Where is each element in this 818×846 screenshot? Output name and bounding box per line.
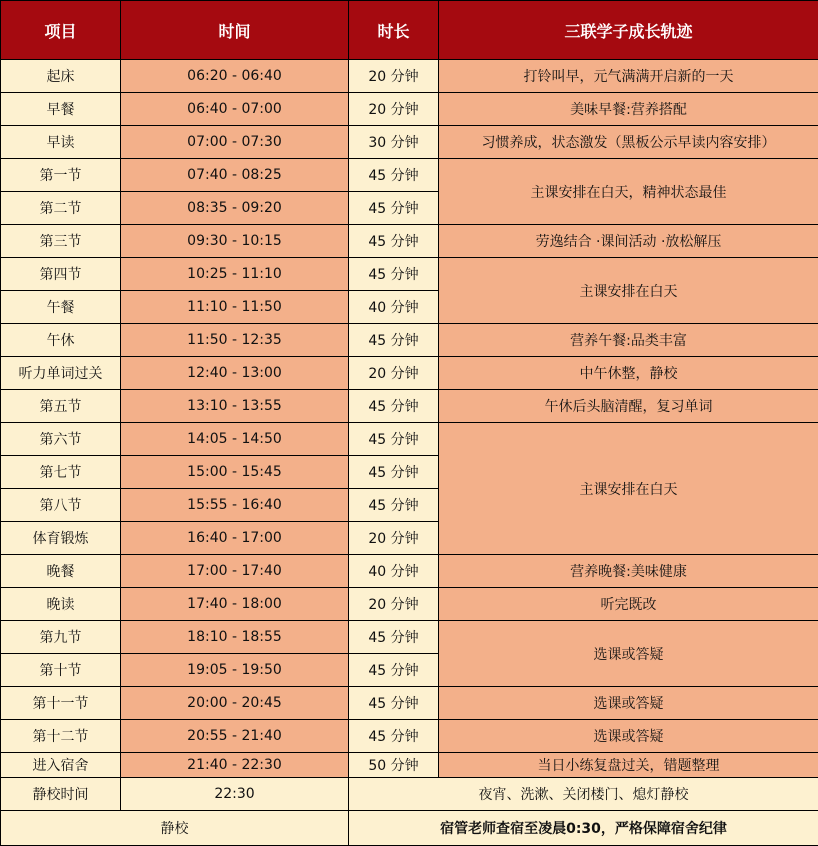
time-cell: 07:00 - 07:30 [121,126,349,159]
description-cell: 主课安排在白天 [439,423,818,555]
footer-row [1,811,818,846]
time-cell: 15:00 - 15:45 [121,456,349,489]
item-cell: 第六节 [1,423,121,456]
description-cell: 营养晚餐:美味健康 [439,555,818,588]
duration-cell: 40 分钟 [349,291,439,324]
duration-cell: 45 分钟 [349,324,439,357]
item-cell: 第九节 [1,621,121,654]
description-cell: 主课安排在白天，精神状态最佳 [439,159,818,225]
description-cell: 当日小练复盘过关，错题整理 [439,753,818,778]
time-cell: 10:25 - 11:10 [121,258,349,291]
duration-cell: 20 分钟 [349,93,439,126]
item-cell: 第四节 [1,258,121,291]
table-row [1,390,818,423]
table-row [1,720,818,753]
table-row [1,60,818,93]
item-cell: 晚餐 [1,555,121,588]
item-cell: 第八节 [1,489,121,522]
time-cell: 14:05 - 14:50 [121,423,349,456]
duration-cell: 20 分钟 [349,588,439,621]
description-cell: 美味早餐:营养搭配 [439,93,818,126]
item-cell: 午休 [1,324,121,357]
table-row [1,93,818,126]
item-cell: 第十二节 [1,720,121,753]
item-cell: 第十节 [1,654,121,687]
time-cell: 21:40 - 22:30 [121,753,349,778]
duration-cell: 45 分钟 [349,654,439,687]
description-cell: 中午休整，静校 [439,357,818,390]
item-cell: 听力单词过关 [1,357,121,390]
duration-cell: 45 分钟 [349,390,439,423]
duration-cell: 20 分钟 [349,522,439,555]
header-description: 三联学子成长轨迹 [439,1,818,60]
duration-cell: 45 分钟 [349,621,439,654]
description-cell: 听完既改 [439,588,818,621]
header-item: 项目 [1,1,121,60]
time-cell: 06:20 - 06:40 [121,60,349,93]
table-row [1,621,818,654]
table-row [1,753,818,778]
item-cell: 第五节 [1,390,121,423]
duration-cell: 45 分钟 [349,192,439,225]
description-cell: 主课安排在白天 [439,258,818,324]
item-cell: 早餐 [1,93,121,126]
header-duration: 时长 [349,1,439,60]
duration-cell: 45 分钟 [349,258,439,291]
duration-cell: 30 分钟 [349,126,439,159]
time-cell: 11:50 - 12:35 [121,324,349,357]
item-cell: 第一节 [1,159,121,192]
item-cell: 静校时间 [1,778,121,811]
duration-cell: 20 分钟 [349,60,439,93]
table-row [1,225,818,258]
time-cell: 13:10 - 13:55 [121,390,349,423]
footer-left-cell: 静校 [1,811,349,846]
time-cell: 06:40 - 07:00 [121,93,349,126]
time-cell: 19:05 - 19:50 [121,654,349,687]
item-cell: 晚读 [1,588,121,621]
table-row [1,687,818,720]
item-cell: 午餐 [1,291,121,324]
description-cell: 选课或答疑 [439,621,818,687]
description-cell: 选课或答疑 [439,720,818,753]
duration-cell: 40 分钟 [349,555,439,588]
description-cell: 选课或答疑 [439,687,818,720]
duration-cell: 45 分钟 [349,159,439,192]
table-row [1,258,818,291]
table-row [1,588,818,621]
description-cell: 劳逸结合 ·课间活动 ·放松解压 [439,225,818,258]
time-cell: 15:55 - 16:40 [121,489,349,522]
table-row [1,555,818,588]
item-cell: 进入宿舍 [1,753,121,778]
duration-cell: 45 分钟 [349,489,439,522]
description-cell: 夜宵、洗漱、关闭楼门、熄灯静校 [349,778,818,811]
table-row [1,778,818,811]
time-cell: 20:55 - 21:40 [121,720,349,753]
duration-cell: 45 分钟 [349,687,439,720]
table-row [1,126,818,159]
item-cell: 第二节 [1,192,121,225]
time-cell: 12:40 - 13:00 [121,357,349,390]
footer-right-cell: 宿管老师查宿至凌晨0:30，严格保障宿舍纪律 [349,811,818,846]
item-cell: 起床 [1,60,121,93]
time-cell: 16:40 - 17:00 [121,522,349,555]
time-cell: 18:10 - 18:55 [121,621,349,654]
description-cell: 习惯养成，状态激发（黑板公示早读内容安排） [439,126,818,159]
header-time: 时间 [121,1,349,60]
time-cell: 09:30 - 10:15 [121,225,349,258]
time-cell: 11:10 - 11:50 [121,291,349,324]
time-cell: 17:40 - 18:00 [121,588,349,621]
time-cell: 17:00 - 17:40 [121,555,349,588]
item-cell: 早读 [1,126,121,159]
table-row [1,159,818,192]
table-row [1,357,818,390]
description-cell: 营养午餐:品类丰富 [439,324,818,357]
duration-cell: 45 分钟 [349,456,439,489]
duration-cell: 50 分钟 [349,753,439,778]
duration-cell: 45 分钟 [349,423,439,456]
item-cell: 第七节 [1,456,121,489]
table-row [1,423,818,456]
time-cell: 08:35 - 09:20 [121,192,349,225]
duration-cell: 45 分钟 [349,225,439,258]
duration-cell: 45 分钟 [349,720,439,753]
description-cell: 午休后头脑清醒，复习单词 [439,390,818,423]
item-cell: 体育锻炼 [1,522,121,555]
time-cell: 07:40 - 08:25 [121,159,349,192]
duration-cell: 20 分钟 [349,357,439,390]
item-cell: 第十一节 [1,687,121,720]
table-row [1,324,818,357]
item-cell: 第三节 [1,225,121,258]
time-cell: 22:30 [121,778,349,811]
header-row [1,1,818,60]
time-cell: 20:00 - 20:45 [121,687,349,720]
description-cell: 打铃叫早，元气满满开启新的一天 [439,60,818,93]
